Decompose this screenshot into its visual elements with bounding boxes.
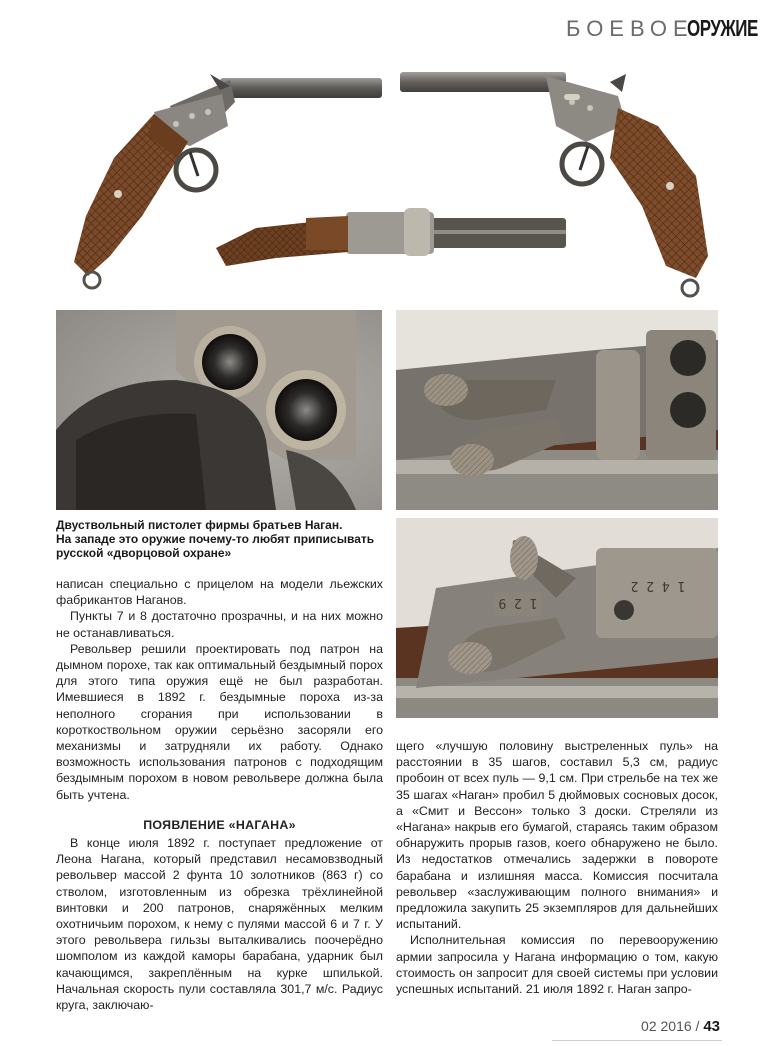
- page-number: 43: [703, 1018, 720, 1035]
- footer-rule: [552, 1040, 722, 1041]
- issue-number: 02 2016 /: [641, 1018, 700, 1034]
- serial-marks-photo: [396, 518, 718, 718]
- page-footer: [641, 1018, 720, 1035]
- paragraph: Пункты 7 и 8 достаточно прозрачны, и на них можно не останавливаться.: [56, 609, 383, 640]
- caption-line: русской «дворцовой охране»: [56, 546, 232, 560]
- caption-line: На западе это оружие почему-то любят приписывать: [56, 532, 375, 546]
- serial-mark-left: 1 2 9: [498, 595, 538, 610]
- section-title: БОЕВОЕ: [566, 16, 694, 41]
- paragraph: Револьвер решили проектировать под патрон на дымном порохе, так как оптимальный бездымный порох для этого типа оружия ещё не был разработан. Имевшиеся в 1892 г. бездымные пороха из-за неполного сгорания при использовании в короткоствольном оружии серьёзно засоряли его механизмы и затрудняли их работу. Однако возможность использования патронов с подходящим бездымным порохом в новом револьвере должна была быть учтена.: [56, 641, 383, 802]
- section-subheading: ПОЯВЛЕНИЕ «НАГАНА»: [143, 817, 296, 832]
- paragraph: щего «лучшую половину выстреленных пуль» на расстоянии в 35 шагов, составил 5,3 см, радиус пробоин от всех пуль — 9,1 см. При стрельбе на тех же 35 шагах «Наган» пробил 5 дюймовых сосновых досок, а «Смит и Вессон» только 3 доски. Стреляли из «Нагана» накрыв его бумагой, стараясь таким образом обнаружить прорыв газов, коего обнаружено не было. Из недостатков отмечались задержки в повороте барабана и излишняя масса. Комиссия посчитала револьвер «заслуживающим полного внимания» и предложила закупить 25 экземпляров для дальнейших испытаний.: [396, 739, 718, 932]
- pistol-top-view-photo: [216, 200, 568, 268]
- photo-caption: [56, 518, 386, 560]
- paragraph: Исполнительная комиссия по перевооружению армии запросила у Нагана информацию о том, какую стоимость он запросит для своей системы при условии успешных испытаний. 21 июля 1892 г. Наган запро-: [396, 933, 718, 997]
- paragraph: В конце июля 1892 г. поступает предложение от Леона Нагана, который представил несамовзводный револьвер массой 2 фунта 10 золотников (863 г) со стволом, изготовленным из обрезка трёхлинейной винтовки и 200 патронов, снаряжённых мелким охотничьим порохом, к нему с пулями массой 6 и 7 г. У этого револьвера гильзы выталкивались поочерёдно шомполом из каждой каморы барабана, ударник был качающимся, закреплённым на курке шпилькой. Начальная скорость пули составляла 301,7 м/с. Радиус круга, заключаю-: [56, 836, 383, 1013]
- hammers-closeup-photo: [396, 310, 718, 510]
- magazine-logo: ОРУЖИЕ: [687, 15, 758, 42]
- caption-line: Двуствольный пистолет фирмы братьев Наган.: [56, 518, 343, 532]
- barrels-closeup-photo: [56, 310, 382, 510]
- right-column: [396, 738, 718, 997]
- paragraph: написан специально с прицелом на модели льежских фабрикантов Наганов.: [56, 577, 383, 608]
- left-column: [56, 576, 383, 1013]
- serial-mark-right: 1 4 2 2: [630, 578, 686, 593]
